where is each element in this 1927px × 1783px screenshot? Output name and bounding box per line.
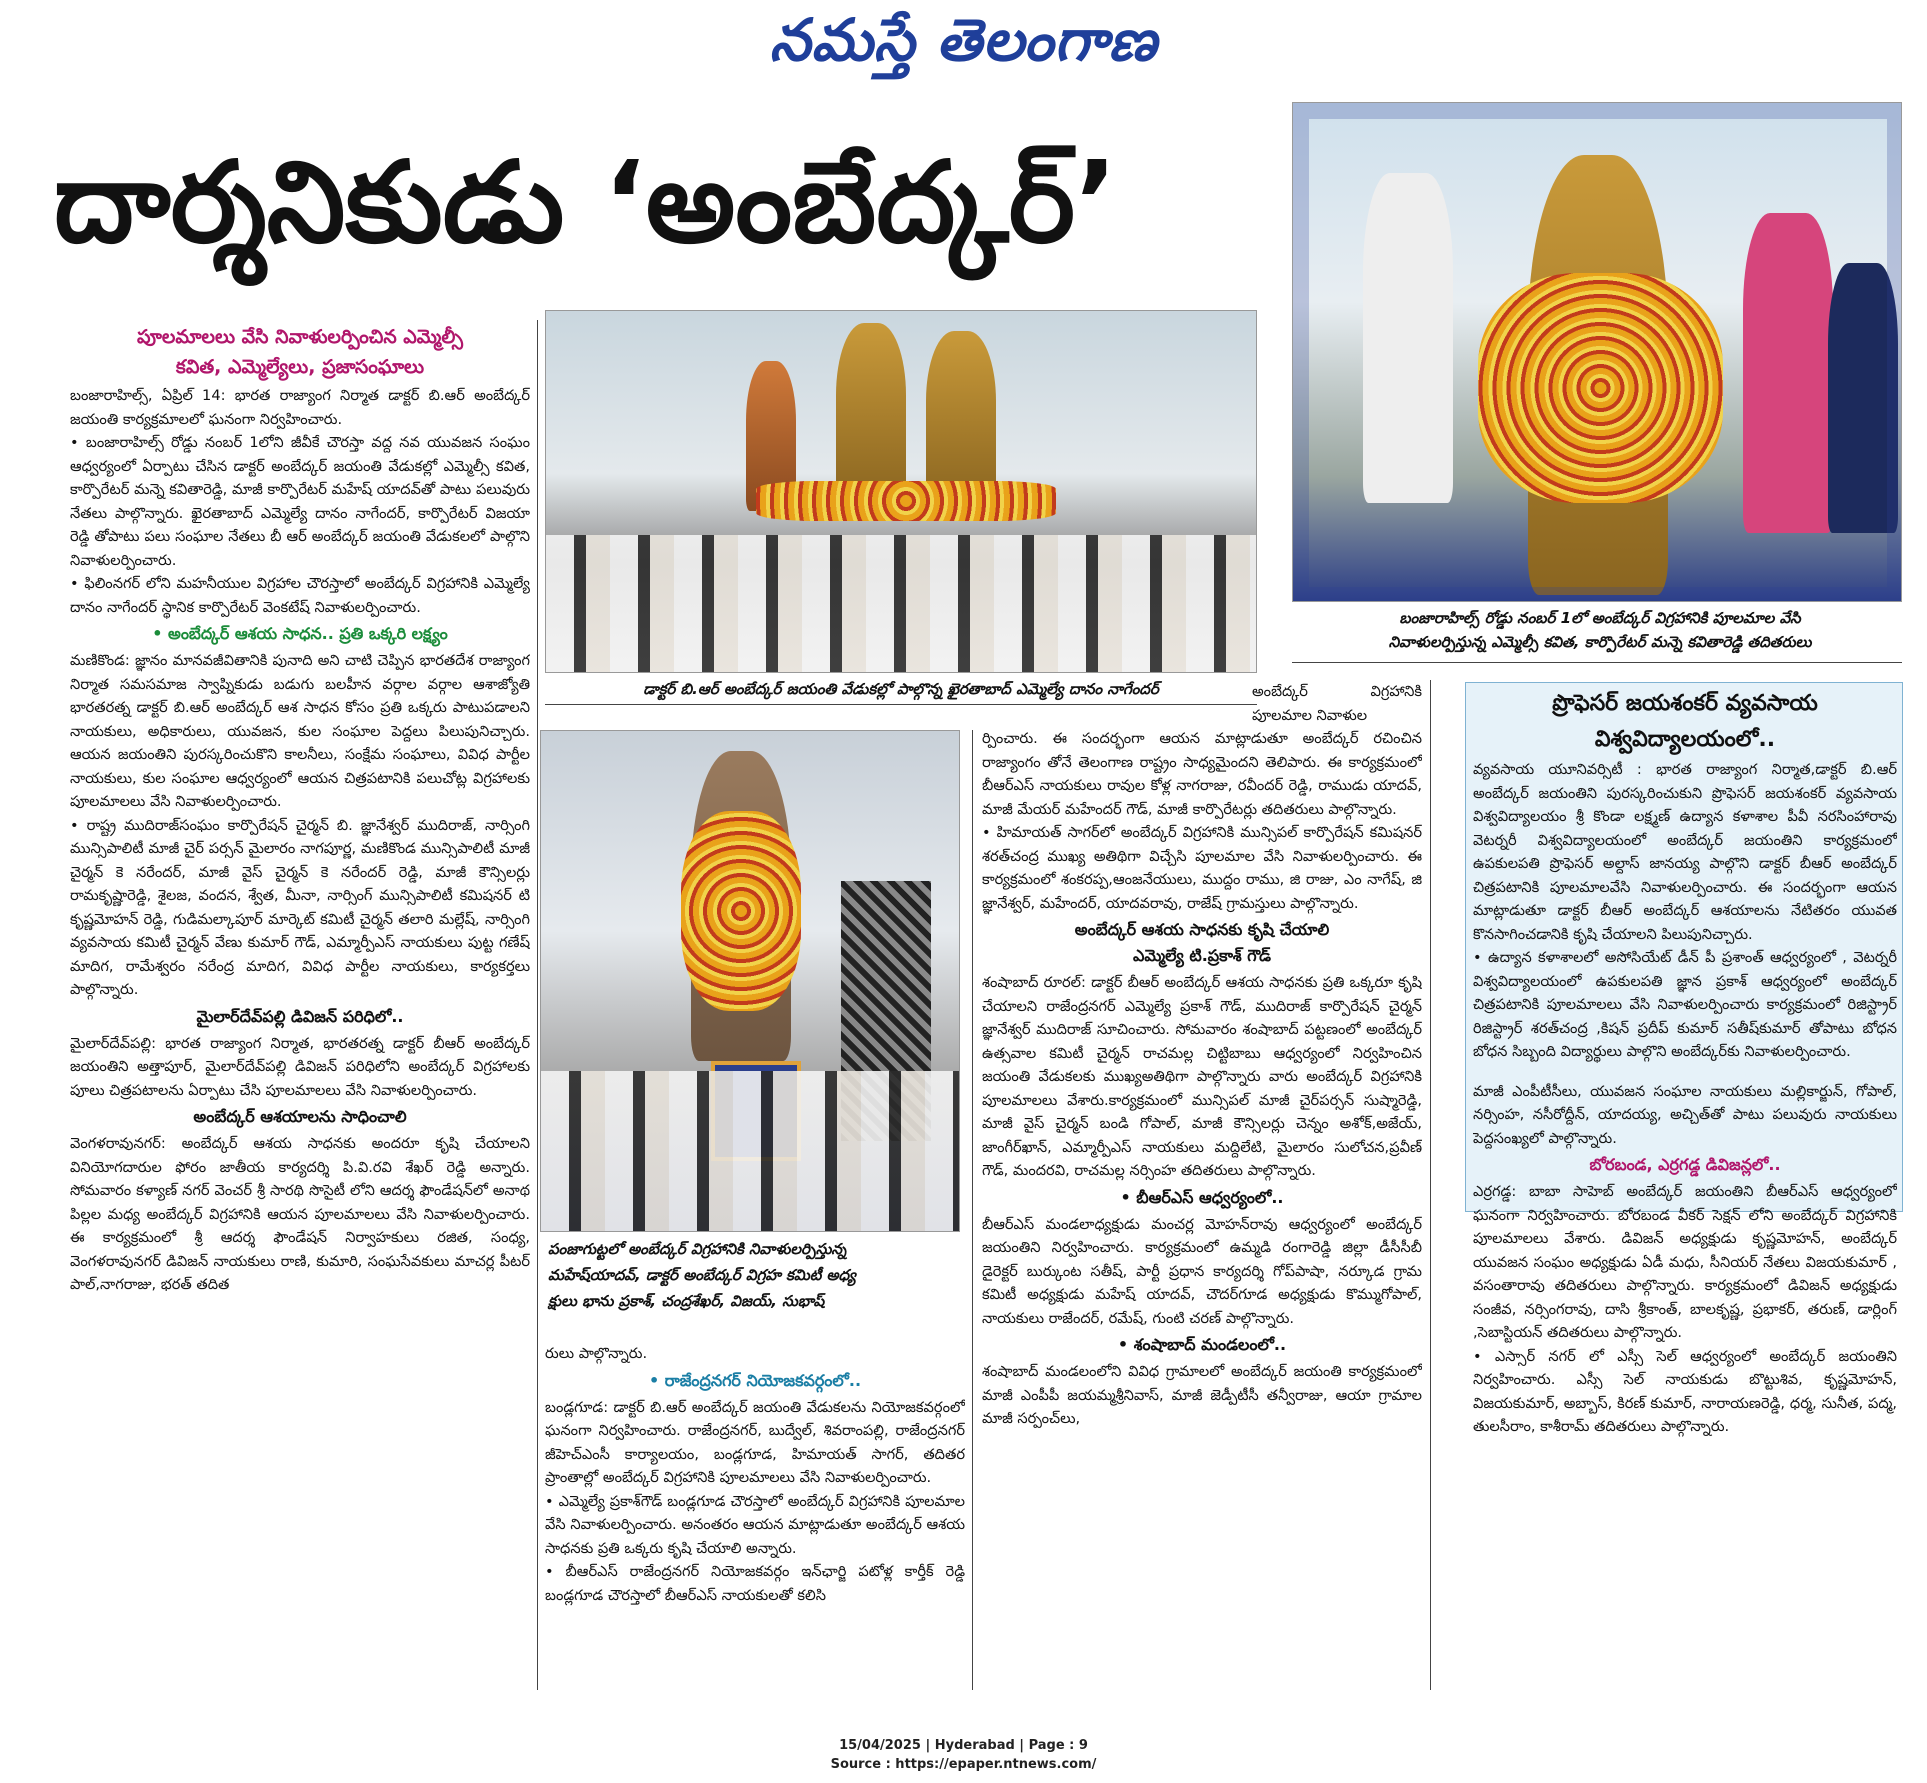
photo-khairatabad-statues xyxy=(545,310,1257,673)
paragraph: శంషాబాద్ రూరల్: డాక్టర్ బీఆర్ అంబేద్కర్ ఆశయ సాధనకు ప్రతి ఒక్కరూ కృషి చేయాలని రాజేంద్రనగర్ ఎమ్మెల్యే ప్రకాశ్ గౌడ్, ముదిరాజ్ కార్పొరేషన్ చైర్మన్ జ్ఞానేశ్వర్ ముదిరాజ్ సూచించారు. సోమవారం శంషాబాద్ పట్టణంలో అంబేద్కర్ ఉత్సవాల కమిటీ చైర్మన్ రాచమల్ల చిట్టిబాబు ఆధ్వర్యంలో నిర్వహించిన జయంతి వేడుకలకు ముఖ్యఅతిథిగా పాల్గొన్నారు వారు అంబేద్కర్ విగ్రహానికి పూలమాలలు వేశారు.కార్యక్రమంలో మున్సిపల్ మాజీ చైర్‌పర్సన్ సుష్మారెడ్డి, మాజీ వైస్ చైర్మన్ బండి గోపాల్, మాజీ కౌన్సిలర్లు చెన్నం అశోక్,అజేయ్, జాంగీర్‌ఖాన్, ఎమ్మార్పీఎస్ నాయకులు మద్దిలేటి, మైలారం సులోచన,ప్రవీణ్ గౌడ్, మందరవి, రాచమల్ల నర్సింహ తదితరులు పాల్గొన్నారు. xyxy=(982,974,1422,1179)
paragraph: బండ్లగూడ: డాక్టర్ బి.ఆర్ అంబేద్కర్ జయంతి వేడుకలను నియోజకవర్గంలో ఘనంగా నిర్వహించారు. రాజేంద్రనగర్, బుద్వేల్, శివరాంపల్లి, రాజేంద్రనగర్ జీహెచ్ఎంసీ కార్యాలయం, బండ్లగూడ, హిమాయత్ సాగర్, తదితర ప్రాంతాల్లో అంబేద్కర్ విగ్రహానికి పూలమాలలు వేసి నివాళులర్పించారు. xyxy=(545,1398,965,1486)
subhead-mla-prakash-line1: అంబేద్కర్ ఆశయ సాధనకు కృషి చేయాలి xyxy=(1074,920,1330,939)
box-heading xyxy=(1473,686,1897,758)
column-divider xyxy=(537,320,538,1690)
photo-panjagutta-statue xyxy=(540,730,960,1232)
paragraph: • బంజారాహిల్స్ రోడ్డు నంబర్ 1లోని జీవీకే చౌరస్తా వద్ద నవ యువజన సంఘం ఆధ్వర్యంలో ఏర్పాటు చేసిన డాక్టర్ అంబేద్కర్ జయంతి వేడుకల్లో ఎమ్మెల్సీ కవిత, కార్పొరేటర్ మన్నె కవితారెడ్డి, మాజీ కార్పొరేటర్ మహేష్ యాదవ్‌తో పాటు పలువురు నేతలు పాల్గొన్నారు. ఖైరతాబాద్ ఎమ్మెల్యే దానం నాగేందర్, కార్పొరేటర్ విజయా రెడ్డి తోపాటు పలు సంఘాల నేతలు బీ ఆర్ అంబేద్కర్ జయంతి వేడుకలలో పాల్గొని నివాళులర్పించారు. xyxy=(70,434,530,569)
article-column-3 xyxy=(982,680,1422,1690)
paragraph: • ఎస్సార్ నగర్ లో ఎస్సీ సెల్ ఆధ్వర్యంలో అంబేద్కర్ జయంతిని నిర్వహించారు. ఎస్సీ సెల్ నాయకుడు బొట్టుశివ, కృష్ణమోహన్, విజయకుమార్, అబ్బాస్, కిరణ్ కుమార్, నారాయణరెడ్డి, ధర్మ, సునీత, పద్మ, తులసీరాం, కాశీరామ్ తదితరులు పాల్గొన్నారు. xyxy=(1473,1347,1897,1435)
paragraph: బీఆర్ఎస్ మండలాధ్యక్షుడు మంచర్ల మోహన్‌రావు ఆధ్వర్యంలో అంబేద్కర్ జయంతిని నిర్వహించారు. కార్యక్రమంలో ఉమ్మడి రంగారెడ్డి జిల్లా డీసీసీబీ డైరెక్టర్ బుర్కుంట సతీష్, పార్టీ ప్రధాన కార్యదర్శి గోప్‌పాషా, నర్కూడ గ్రామ కమిటీ అధ్యక్షుడు మహేష్ యాదవ్, చౌదర్‌గూడ అధ్యక్షుడు కొమ్ముగోపాల్, నాయకులు రాజేందర్, రమేష్, గుంటి చరణ్ పాల్గొన్నారు. xyxy=(982,1215,1422,1327)
paragraph: • ఎమ్మెల్యే ప్రకాశ్‌గౌడ్ బండ్లగూడ చౌరస్తాలో అంబేద్కర్ విగ్రహానికి పూలమాల వేసి నివాళులర్పించారు. అనంతరం ఆయన మాట్లాడుతూ అంబేద్కర్ ఆశయ సాధనకు ప్రతి ఒక్కరు కృషి చేయాలి అన్నారు. xyxy=(545,1492,965,1557)
article-column-2 xyxy=(545,1342,965,1690)
paragraph: • రాష్ట్ర ముదిరాజ్‌సంఘం కార్పొరేషన్ చైర్మన్ బి. జ్ఞానేశ్వర్ ముదిరాజ్, నార్సింగి మున్సిపాలిటీ మాజీ చైర్ పర్సన్ మైలారం నాగపూర్ణ, మణికొండ మున్సిపాలిటీ మాజీ చైర్మన్ కె నరేందర్, మాజీ వైస్ చైర్మన్ కె నరేందర్ రెడ్డి, మాజీ కౌన్సిలర్లు రామకృష్ణారెడ్డి, శైలజ, వందన, శ్వేత, మీనా, నార్సింగ్ మున్సిపాలిటీ కమిషనర్ టి కృష్ణమోహన్ రెడ్డి, గుడిమల్కాపూర్ మార్కెట్ కమిటీ చైర్మన్ తలారి మల్లేష్, నార్సింగి వ్యవసాయ కమిటీ చైర్మన్ వేణు కుమార్ గౌడ్, ఎమ్మార్పీఎస్ నాయకులు పుట్ట గణేష్ మాదిగ, రామేశ్వరం నరేంద్ర మాదిగ, వివిధ పార్టీల నాయకులు, కార్యకర్తలు పాల్గొన్నారు. xyxy=(70,816,530,998)
divider xyxy=(1292,662,1902,663)
subhead-flowers xyxy=(70,322,530,382)
paragraph: ర్పించారు. ఈ సందర్భంగా ఆయన మాట్లాడుతూ అంబేద్కర్ రచించిన రాజ్యాంగం తోనే తెలంగాణ రాష్ట్రం సాధ్యమైందని తెలిపారు. ఈ కార్యక్రమంలో బీఆర్ఎస్ నాయకులు రావుల కోళ్ల నాగరాజు, రవీందర్ రెడ్డి, రాముడు యాదవ్, మాజీ మేయర్ మహేందర్ గౌడ్, మాజీ కార్పొరేటర్లు తదితరులు పాల్గొన్నారు. xyxy=(982,730,1422,818)
paragraph: శంషాబాద్ మండలంలోని వివిధ గ్రామాలలో అంబేద్కర్ జయంతి కార్యక్రమంలో మాజీ ఎంపీపీ జయమ్మశ్రీనివాస్, మాజీ జెడ్పీటీసీ తన్వీరాజు, ఆయా గ్రామాల మాజీ సర్పంచ్‌లు, xyxy=(982,1363,1422,1427)
subhead-borabanda: బోరబండ, ఎర్రగడ్డ డివిజన్లలో.. xyxy=(1589,1155,1781,1174)
paragraph: ఎర్రగడ్డ: బాబా సాహెబ్ అంబేద్కర్ జయంతిని బీఆర్ఎస్ ఆధ్వర్యంలో ఘనంగా నిర్వహించారు. బోరబండ వీకర్ సెక్షన్ లోని అంబేద్కర్ విగ్రహానికి పూలమాలలు వేశారు. డివిజన్ అధ్యక్షుడు కృష్ణమోహన్, అంబేద్కర్ యువజన సంఘం అధ్యక్షుడు ఏడీ మధు, సీనియర్ నేతలు విజయకుమార్ , వసంతారావు తదితరులు పాల్గొన్నారు. కార్యక్రమంలో డివిజన్ అధ్యక్షుడు సంజీవ, నర్సింగరావు, దాసి శ్రీకాంత్, బాలకృష్ణ, ప్రభాకర్, తరుణ్, డార్లింగ్ ,సెబాస్టియన్ తదితరులు పాల్గొన్నారు. xyxy=(1473,1183,1897,1341)
paragraph: రులు పాల్గొన్నారు. xyxy=(545,1345,648,1362)
article-column-4 xyxy=(1473,686,1897,1690)
caption-photo-1 xyxy=(1300,606,1900,654)
paragraph: • బీఆర్ఎస్ రాజేంద్రనగర్ నియోజకవర్గం ఇన్‌ఛార్జి పటోళ్ల కార్తీక్ రెడ్డి బండ్లగూడ చౌరస్తాలో బీఆర్ఎస్ నాయకులతో కలిసి xyxy=(545,1563,965,1604)
subhead-achieve-ideals: అంబేద్కర్ ఆశయాలను సాధించాలి xyxy=(193,1107,407,1126)
subhead-flowers-line1: పూలమాలలు వేసి నివాళులర్పించిన ఎమ్మెల్సీ xyxy=(137,326,463,348)
paragraph: బంజారాహిల్స్, ఏప్రిల్ 14: భారత రాజ్యాంగ నిర్మాత డాక్టర్ బి.ఆర్ అంబేద్కర్ జయంతి కార్యక్రమాలలో ఘనంగా నిర్వహించారు. xyxy=(70,387,530,428)
footer-source: Source : https://epaper.ntnews.com/ xyxy=(830,1757,1097,1772)
caption-photo-1-line2: నివాళులర్పిస్తున్న ఎమ్మెల్సీ కవిత, కార్పొరేటర్ మన్నె కవితారెడ్డి తదితరులు xyxy=(1388,633,1812,651)
caption-photo-2: డాక్టర్ బి.ఆర్ అంబేద్కర్ జయంతి వేడుకల్లో పాల్గొన్న ఖైరతాబాద్ ఎమ్మెల్యే దానం నాగేందర్ xyxy=(643,680,1159,698)
subhead-brs: • బీఆర్ఎస్ ఆధ్వర్యంలో.. xyxy=(1120,1187,1284,1207)
paragraph: మణికొండ: జ్ఞానం మానవజీవితానికి పునాది అని చాటి చెప్పిన భారతదేశ రాజ్యాంగ నిర్మాత సమసమాజ స్వాప్నికుడు బడుగు బలహీన వర్గాల వర్గాల ఆశాజ్యోతి భారతరత్న డాక్టర్ బి.ఆర్ అంబేద్కర్ ఆశ సాధన కోసం ప్రతి ఒక్కరు పాటుపడాలని నాయకులు, అధికారులు, యువజన, కుల సంఘాల పెద్దలు పిలుపునిచ్చారు. ఆయన జయంతిని పురస్కరించుకొని కాలనీలు, సంక్షేమ సంఘాలు, వివిధ పార్టీల నాయకులు, కుల సంఘాల ఆధ్వర్యంలో ఆయన చిత్రపటానికి పలుచోట్ల విగ్రహాలకు పూలమాలలు వేసి నివాళులర్పించారు. xyxy=(70,652,530,810)
paragraph: • ఫిలింనగర్ లోని మహనీయుల విగ్రహాల చౌరస్తాలో అంబేద్కర్ విగ్రహానికి ఎమ్మెల్యే దానం నాగేందర్ స్థానిక కార్పొరేటర్ వెంకటేష్ నివాళులర్పించారు. xyxy=(70,575,530,616)
subhead-rajendranagar: • రాజేంద్రనగర్ నియోజకవర్గంలో.. xyxy=(648,1370,862,1390)
subhead-ashaya-sadhana: • అంబేద్కర్ ఆశయ సాధన.. ప్రతి ఒక్కరి లక్ష్యం xyxy=(152,624,448,643)
paragraph: వెంగళరావునగర్: అంబేద్కర్ ఆశయ సాధనకు అందరూ కృషి చేయాలని వినియోగదారుల ఫోరం జాతీయ కార్యదర్శి పి.వి.రవి శేఖర్ రెడ్డి అన్నారు. సోమవారం కళ్యాణ్ నగర్ వెంచర్ శ్రీ సారథి సొసైటీ లోని ఆదర్శ ఫౌండేషన్‌లో అనాథ పిల్లల మధ్య అంబేద్కర్ విగ్రహానికి ఆయన పూలమాలలు వేసి నివాళులర్పించారు. ఈ కార్యక్రమంలో శ్రీ ఆదర్శ ఫౌండేషన్ నిర్వాహకులు రజిత, సంధ్య, వెంగళరావునగర్ డివిజన్ నాయకులు రాణి, కుమారి, సంఘసేవకులు మాచర్ల పీటర్ పాల్,నాగరాజు, భరత్ తదిత xyxy=(70,1135,530,1293)
subhead-shamshabad: • శంషాబాద్ మండలంలో.. xyxy=(1117,1335,1287,1354)
caption-photo-3 xyxy=(548,1236,963,1314)
paragraph: • హిమాయత్ సాగర్‌లో అంబేద్కర్ విగ్రహానికి మున్సిపల్ కార్పొరేషన్ కమిషనర్ శరత్‌చంద్ర ముఖ్య అతిథిగా విచ్చేసి పూలమాల వేసి నివాళులర్పించారు. ఈ కార్యక్రమంలో శంకరప్ప,ఆంజనేయులు, ముద్దం రాము, జి రాజు, ఎం నాగేష్, జి జ్ఞానేశ్వర్, మహేందర్, యాదవరావు, రాజేష్ గ్రామస్తులు పాల్గొన్నారు. xyxy=(982,824,1422,912)
subhead-mylardevpally: మైలార్‌దేవ్‌పల్లి డివిజన్ పరిధిలో.. xyxy=(196,1006,404,1026)
paragraph: • ఉద్యాన కళాశాలలో అసోసియేట్ డీన్ పీ ప్రశాంత్ ఆధ్వర్యంలో , వెటర్నరీ విశ్వవిద్యాలయంలో ఉపకులపతి జ్ఞాన ప్రకాశ్ ఆధ్వర్యంలో అంబేద్కర్ చిత్రపటానికి పూలమాలలు వేసి నివాళులర్పించారు కార్యక్రమంలో రిజిస్ట్రార్ రిజిస్ట్రార్ శరత్‌చంద్ర ,కిషన్ ప్రదీప్ కుమార్ సతీష్‌కుమార్ తోపాటు బోధన బోధన సిబ్బంది విద్యార్థులు పాల్గొని అంబేద్కర్‌కు నివాళులర్పించారు. xyxy=(1473,949,1897,1060)
paragraph: మైలార్‌దేవ్‌పల్లి: భారత రాజ్యాంగ నిర్మాత, భారతరత్న డాక్టర్ బీఆర్ అంబేద్కర్ జయంతిని అత్తాపూర్, మైలార్‌దేవ్‌పల్లి డివిజన్ పరిధిలోని అంబేద్కర్ విగ్రహాలకు పూలు చిత్రపటాలను ఏర్పాటు చేసి పూలమాలలు వేసి నివాళులర్పించారు. xyxy=(70,1034,530,1099)
subhead-flowers-line2: కవిత, ఎమ్మెల్యేలు, ప్రజాసంఘాలు xyxy=(175,356,425,378)
subhead-mla-prakash-line2: ఎమ్మెల్యే టి.ప్రకాశ్ గౌడ్ xyxy=(1133,946,1271,965)
caption-photo-3-line1: పంజాగుట్టలో అంబేద్కర్ విగ్రహానికి నివాళులర్పిస్తున్న xyxy=(548,1240,847,1258)
paragraph: మాజీ ఎంపీటీసీలు, యువజన సంఘాల నాయకులు మల్లికార్జున్, గోపాల్, నర్సింహ, నసీరోద్దీన్, యాదయ్య, అచ్చిత్‌తో పాటు పలువురు నాయకులు పెద్దసంఖ్యలో పాల్గొన్నారు. xyxy=(1473,1082,1897,1147)
caption-photo-3-line3: క్షులు భాను ప్రకాశ్, చంద్రశేఖర్, విజయ్, సుభాష్ xyxy=(548,1292,825,1310)
caption-photo-3-line2: మహేష్‌యాదవ్, డాక్టర్ అంబేద్కర్ విగ్రహ కమిటీ అధ్య xyxy=(548,1266,856,1284)
headline: దార్శనికుడు ‘అంబేద్కర్’ xyxy=(54,138,1118,268)
photo-kavitha-statue xyxy=(1292,102,1902,602)
box-heading-line1: ప్రొఫెసర్ జయశంకర్ వ్యవసాయ xyxy=(1552,691,1818,716)
box-heading-line2: విశ్వవిద్యాలయంలో.. xyxy=(1594,727,1776,752)
footer-dateline: 15/04/2025 | Hyderabad | Page : 9 xyxy=(839,1738,1088,1753)
column-divider xyxy=(1430,680,1431,1690)
subhead-mla-prakash xyxy=(982,917,1422,969)
caption-photo-1-line1: బంజారాహిల్స్ రోడ్డు నంబర్ 1లో అంబేద్కర్ విగ్రహానికి పూలమాల వేసి xyxy=(1399,609,1801,627)
paragraph: వ్యవసాయ యూనివర్సిటీ : భారత రాజ్యాంగ నిర్మాత,డాక్టర్ బి.ఆర్ అంబేద్కర్ జయంతిని పురస్కరించుకుని ప్రొఫెసర్ జయశంకర్ వ్యవసాయ విశ్వవిద్యాలయం శ్రీ కొండా లక్ష్మణ్ ఉద్యాన కళాశాల పీవీ నరసింహారావు వెటర్నరీ విశ్వవిద్యాలయంలో అంబేద్కర్ జయంతిని కార్యక్రమంలో ఉపకులపతి ప్రొఫెసర్ అల్దాస్ జానయ్య పాల్గొని డాక్టర్ బీఆర్ అంబేద్కర్ చిత్రపటానికి పూలమాలవేసి నివాళులర్పించారు. ఈ సందర్భంగా ఆయన మాట్లాడుతూ డాక్టర్ బీఆర్ అంబేద్కర్ ఆశయాలను నేటితరం యువత కొనసాగించడానికి కృషి చేయాలని పిలుపునిచ్చారు. xyxy=(1473,761,1897,943)
column-divider xyxy=(972,730,973,1690)
masthead-logo: నమస్తే తెలంగాణ xyxy=(769,6,1158,74)
article-column-1 xyxy=(70,320,530,1690)
paragraph: అంబేద్కర్ విగ్రహానికి పూలమాల నివాళుల xyxy=(1252,683,1422,724)
